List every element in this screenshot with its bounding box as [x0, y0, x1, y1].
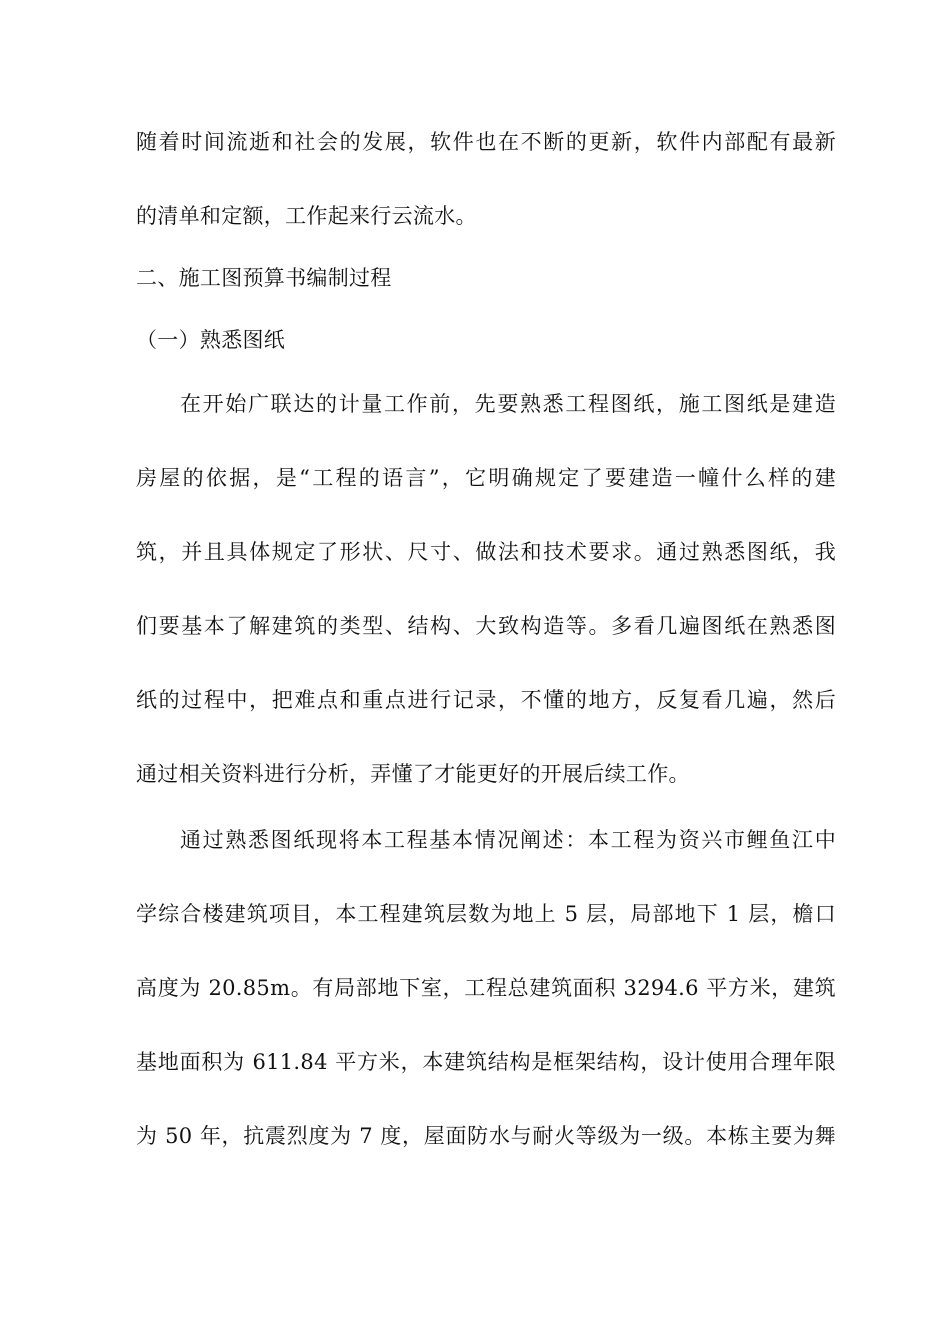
subsection-heading: （一）熟悉图纸 [136, 328, 286, 352]
section-heading: 二、施工图预算书编制过程 [136, 266, 392, 290]
body-text-line: 学综合楼建筑项目，本工程建筑层数为地上 5 层，局部地下 1 层，檐口 [136, 902, 836, 926]
body-text-line: 纸的过程中，把难点和重点进行记录，不懂的地方，反复看几遍，然后 [136, 688, 836, 712]
body-text-line: 为 50 年，抗震烈度为 7 度，屋面防水与耐火等级为一级。本栋主要为舞 [136, 1124, 836, 1148]
body-text-line: 房屋的依据，是“工程的语言”，它明确规定了要建造一幢什么样的建 [136, 466, 836, 490]
body-text-line: 在开始广联达的计量工作前，先要熟悉工程图纸，施工图纸是建造 [180, 392, 836, 416]
body-text-line: 随着时间流逝和社会的发展，软件也在不断的更新，软件内部配有最新 [136, 130, 836, 154]
body-text-line: 们要基本了解建筑的类型、结构、大致构造等。多看几遍图纸在熟悉图 [136, 614, 836, 638]
body-text-line: 通过相关资料进行分析，弄懂了才能更好的开展后续工作。 [136, 762, 690, 786]
body-text-line: 筑，并且具体规定了形状、尺寸、做法和技术要求。通过熟悉图纸，我 [136, 540, 836, 564]
body-text-line: 的清单和定额，工作起来行云流水。 [136, 204, 477, 228]
body-text-line: 高度为 20.85m。有局部地下室，工程总建筑面积 3294.6 平方米，建筑 [136, 976, 836, 1000]
body-text-line: 通过熟悉图纸现将本工程基本情况阐述：本工程为资兴市鲤鱼江中 [180, 828, 836, 852]
body-text-line: 基地面积为 611.84 平方米，本建筑结构是框架结构，设计使用合理年限 [136, 1050, 836, 1074]
